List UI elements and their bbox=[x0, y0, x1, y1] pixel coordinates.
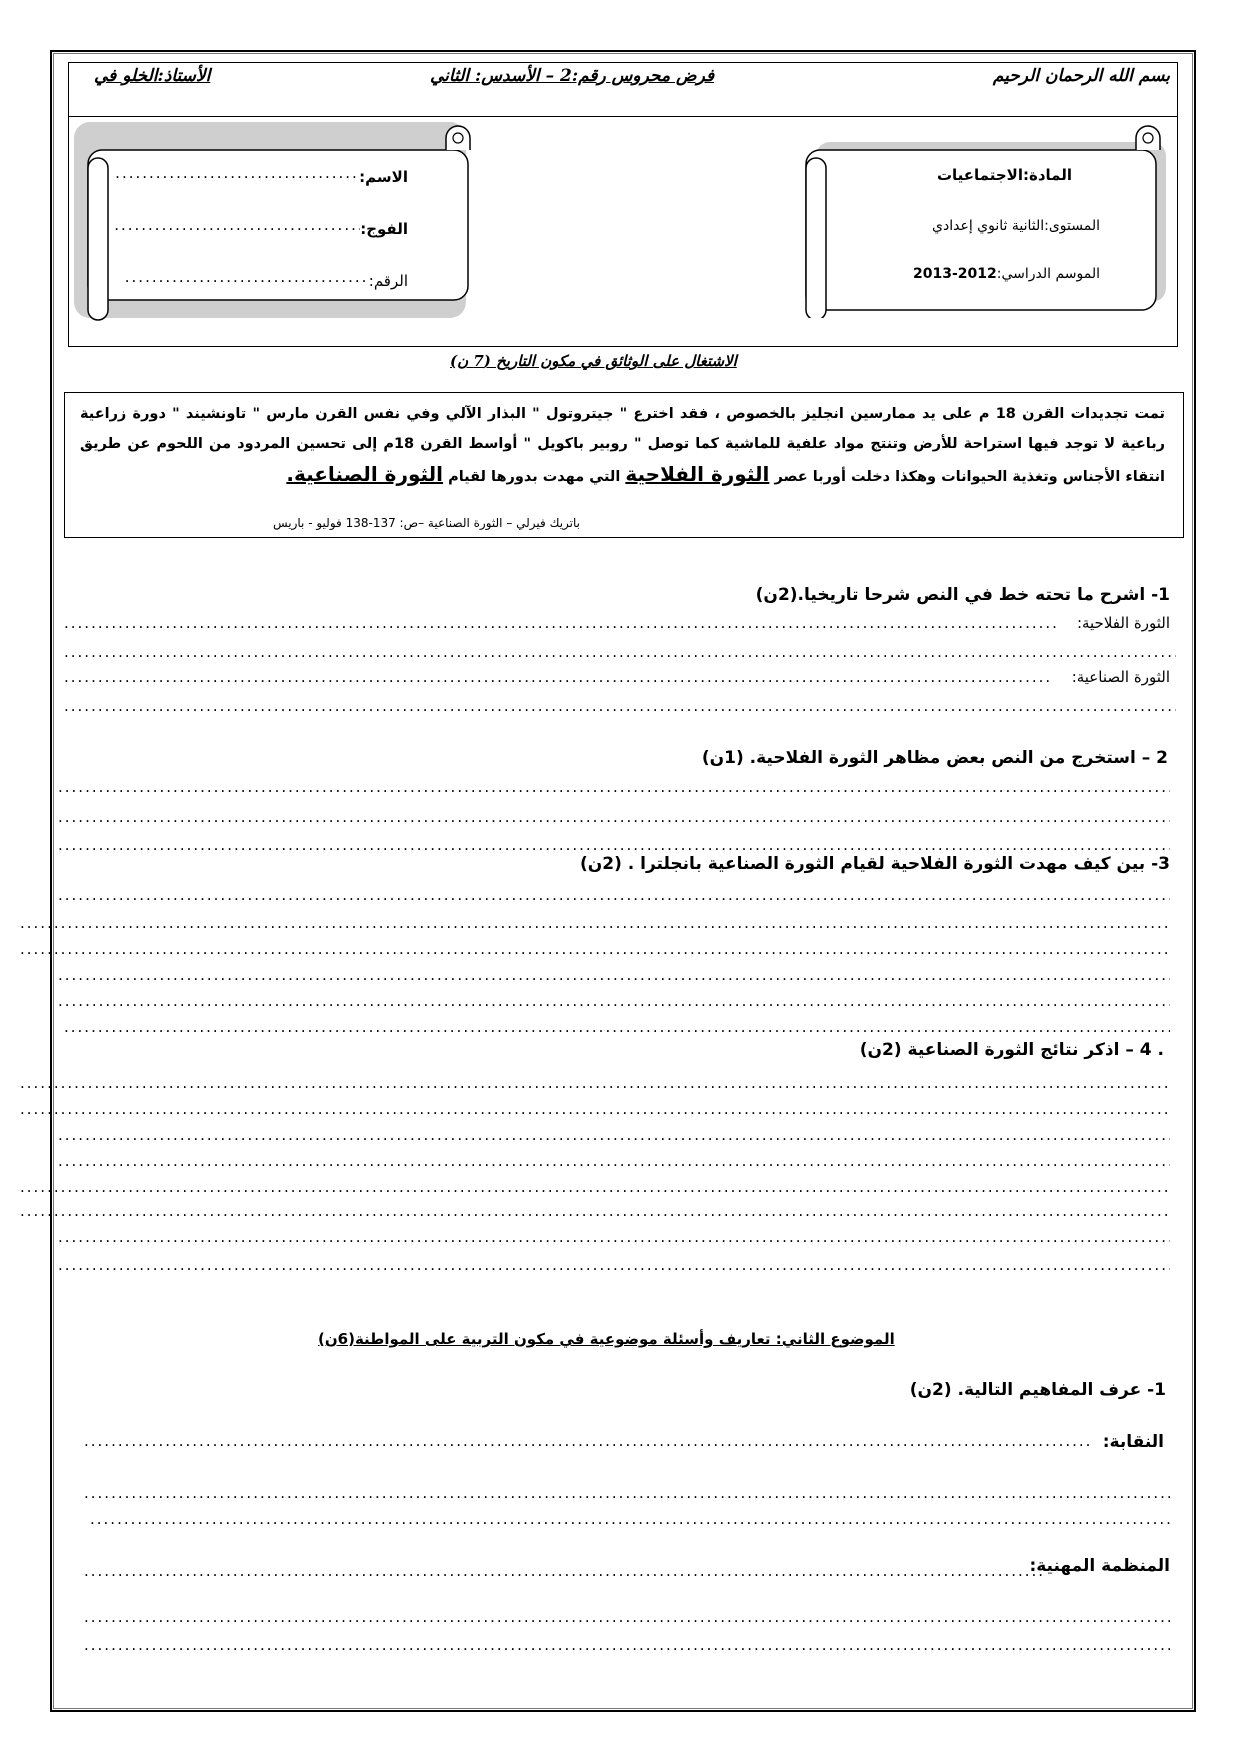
term-union-label: النقابة: bbox=[1102, 1432, 1164, 1452]
doc-end: . bbox=[286, 462, 294, 486]
answer-line[interactable] bbox=[20, 1100, 1170, 1120]
doc-term-industrial-revolution: الثورة الصناعية bbox=[293, 462, 444, 486]
document-text bbox=[80, 399, 1165, 492]
answer-line[interactable] bbox=[90, 1510, 1170, 1530]
answer-line[interactable] bbox=[58, 1152, 1170, 1172]
answer-line[interactable] bbox=[58, 886, 1170, 906]
doc-part2: التي مهدت بدورها لقيام bbox=[448, 469, 621, 485]
student-scroll bbox=[74, 122, 484, 332]
q1-term-industrial: الثورة الصناعية: bbox=[1071, 668, 1170, 686]
answer-line[interactable] bbox=[20, 1178, 1170, 1198]
number-field[interactable] bbox=[125, 268, 408, 290]
basmala: بسم الله الرحمان الرحيم bbox=[992, 66, 1170, 86]
group-field[interactable] bbox=[114, 216, 408, 238]
group-label: الفوج: bbox=[360, 220, 408, 238]
name-label: الاسم: bbox=[359, 168, 408, 186]
answer-line[interactable] bbox=[84, 1432, 1089, 1452]
year-value: 2012-2013 bbox=[913, 266, 997, 282]
info-scroll bbox=[792, 122, 1176, 318]
answer-line[interactable] bbox=[20, 914, 1170, 934]
section2-question-1: 1- عرف المفاهيم التالية. (2ن) bbox=[909, 1380, 1166, 1400]
document-source: باتريك فيرلي – الثورة الصناعية –ص: 137-138 فوليو - باريس bbox=[272, 516, 580, 530]
name-field[interactable] bbox=[115, 164, 408, 186]
level-label: المستوى:الثانية ثانوي إعدادي bbox=[932, 218, 1100, 234]
answer-line[interactable] bbox=[84, 1608, 1170, 1628]
doc-term-agri-revolution: الثورة الفلاحية bbox=[625, 462, 770, 486]
answer-line[interactable] bbox=[58, 1126, 1170, 1146]
answer-line[interactable] bbox=[64, 614, 1056, 634]
answer-line[interactable] bbox=[58, 836, 1170, 856]
answer-line[interactable] bbox=[64, 697, 1176, 717]
answer-line[interactable] bbox=[58, 1228, 1170, 1248]
teacher-name: الأستاذ:الخلو في bbox=[94, 66, 211, 86]
answer-line[interactable] bbox=[84, 1484, 1170, 1504]
subject-label: المادة:الاجتماعيات bbox=[936, 166, 1072, 184]
answer-line[interactable] bbox=[64, 1018, 1170, 1038]
section2-title: الموضوع الثاني: تعاريف وأسئلة موضوعية في مكون التربية على المواطنة(6ن) bbox=[318, 1330, 895, 1348]
answer-line[interactable] bbox=[84, 1636, 1170, 1656]
answer-line[interactable] bbox=[64, 643, 1176, 663]
question-1: 1- اشرح ما تحته خط في النص شرحا تاريخيا.(2ن) bbox=[755, 585, 1170, 605]
number-label: الرقم: bbox=[368, 272, 408, 290]
answer-line[interactable] bbox=[58, 1256, 1170, 1276]
term-professional-org-label: المنظمة المهنية: bbox=[1029, 1556, 1170, 1576]
answer-line[interactable] bbox=[64, 668, 1049, 688]
exam-title: فرض محروس رقم:2 – الأسدس: الثاني bbox=[430, 66, 715, 86]
document-box bbox=[64, 392, 1184, 538]
question-2: 2 – استخرج من النص بعض مظاهر الثورة الفلاحية. (1ن) bbox=[701, 748, 1168, 768]
answer-line[interactable] bbox=[58, 966, 1170, 986]
answer-line[interactable] bbox=[20, 940, 1170, 960]
answer-line[interactable] bbox=[58, 778, 1170, 798]
school-year bbox=[913, 266, 1100, 282]
answer-line[interactable] bbox=[20, 1074, 1170, 1094]
name-dots bbox=[115, 164, 359, 182]
answer-line[interactable] bbox=[58, 808, 1170, 828]
question-3: 3- بين كيف مهدت الثورة الفلاحية لقيام الثورة الصناعية بانجلترا . (2ن) bbox=[579, 854, 1170, 874]
section1-title: الاشتغال على الوثائق في مكون التاريخ (7 ن) bbox=[450, 352, 737, 370]
group-dots bbox=[114, 216, 360, 234]
header-divider bbox=[68, 116, 1178, 117]
doc-part1: تمت تجديدات القرن 18 م على يد ممارسين انجليز بالخصوص ، فقد اخترع " جيتروتول " البذار الآلي وفي نفس القرن مارس " تاونشيند " دورة زراعية رباعية لا توجد فيها استراحة للأرض وتنتج مواد علفية للماشية كما توصل " روبير باكويل " أواسط القرن 18م إلى تحسين المردود من اللحوم عن طريق انتقاء الأجناس وتغذية الحيوانات وهكذا دخلت أوربا عصر bbox=[80, 406, 1166, 485]
answer-line[interactable] bbox=[58, 992, 1170, 1012]
answer-line[interactable] bbox=[84, 1562, 1044, 1582]
question-4: . 4 – اذكر نتائج الثورة الصناعية (2ن) bbox=[859, 1040, 1164, 1060]
year-label: الموسم الدراسي: bbox=[996, 266, 1100, 282]
q1-term-agri: الثورة الفلاحية: bbox=[1076, 614, 1170, 632]
answer-line[interactable] bbox=[20, 1202, 1170, 1222]
number-dots bbox=[125, 268, 369, 286]
